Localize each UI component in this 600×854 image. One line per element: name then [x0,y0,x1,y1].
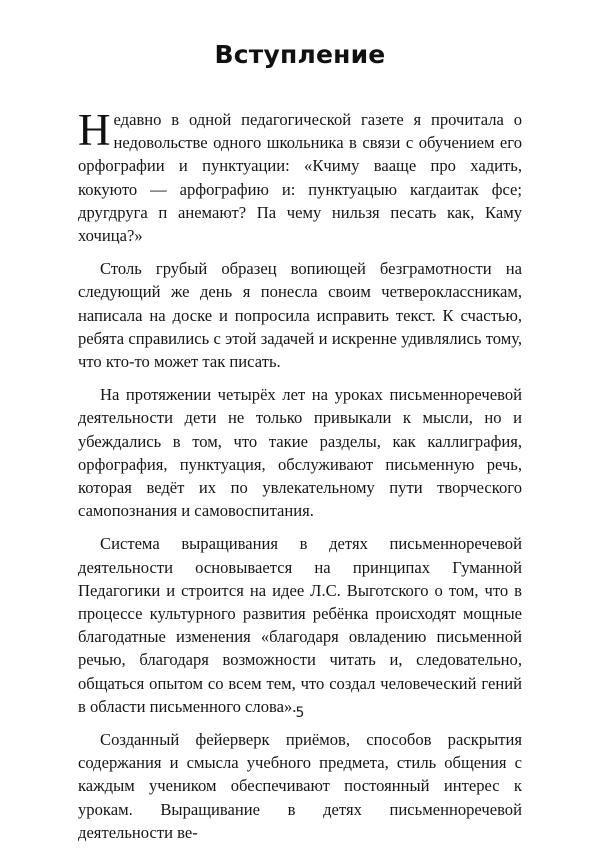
drop-cap: Н [78,105,111,155]
chapter-body [78,105,522,854]
paragraph-2: Столь грубый образец вопиющей безграмотности на следующий же день я понесла своим четвероклассникам, написала на доске и попросила исправить текст. К счастью, ребята справились с этой задачей и искренне удивлялись тому, что кто-то может так писать. [78,259,522,372]
paragraph-1-text: едавно в одной педагогической газете я прочитала о недовольстве одного школьника в связи с обучением его орфографии и пунктуации: «Кчиму вааще про хадить, кокуюто — арфографию и: пунктуацыю кагдаитак фсе; другдруга п анемают? Па чему нильзя песать как, Каму хочица?» [78,110,522,246]
chapter-title: Вступление [214,40,386,69]
paragraph-3: На протяжении четырёх лет на уроках письменноречевой деятельности дети не только привыкали к мысли, но и убеждались в том, что такие разделы, как каллиграфия, орфография, пунктуация, обслуживают письменную речь, которая ведёт их по увлекательному пути творческого самопознания и самовоспитания. [78,385,522,521]
paragraph-5: Созданный фейерверк приёмов, способов раскрытия содержания и смысла учебного предмета, стиль общения с каждым учеником обеспечивают постоянный интерес к урокам. Выращивание в детях письменноречевой деятельности ве- [78,730,522,842]
paragraph-1 [78,105,522,247]
paragraph-4: Система выращивания в детях письменноречевой деятельности основывается на принципах Гуманной Педагогики и строится на идее Л.С. Выготского о том, что в процессе культурного развития ребёнка происходят мощные благодатные изменения «благодаря овладению письменной речью, благодаря возможности читать и, следовательно, общаться опытом со всем тем, что создал человеческий гений в области письменного слова». [78,534,522,716]
page-number: 5 [295,705,305,721]
